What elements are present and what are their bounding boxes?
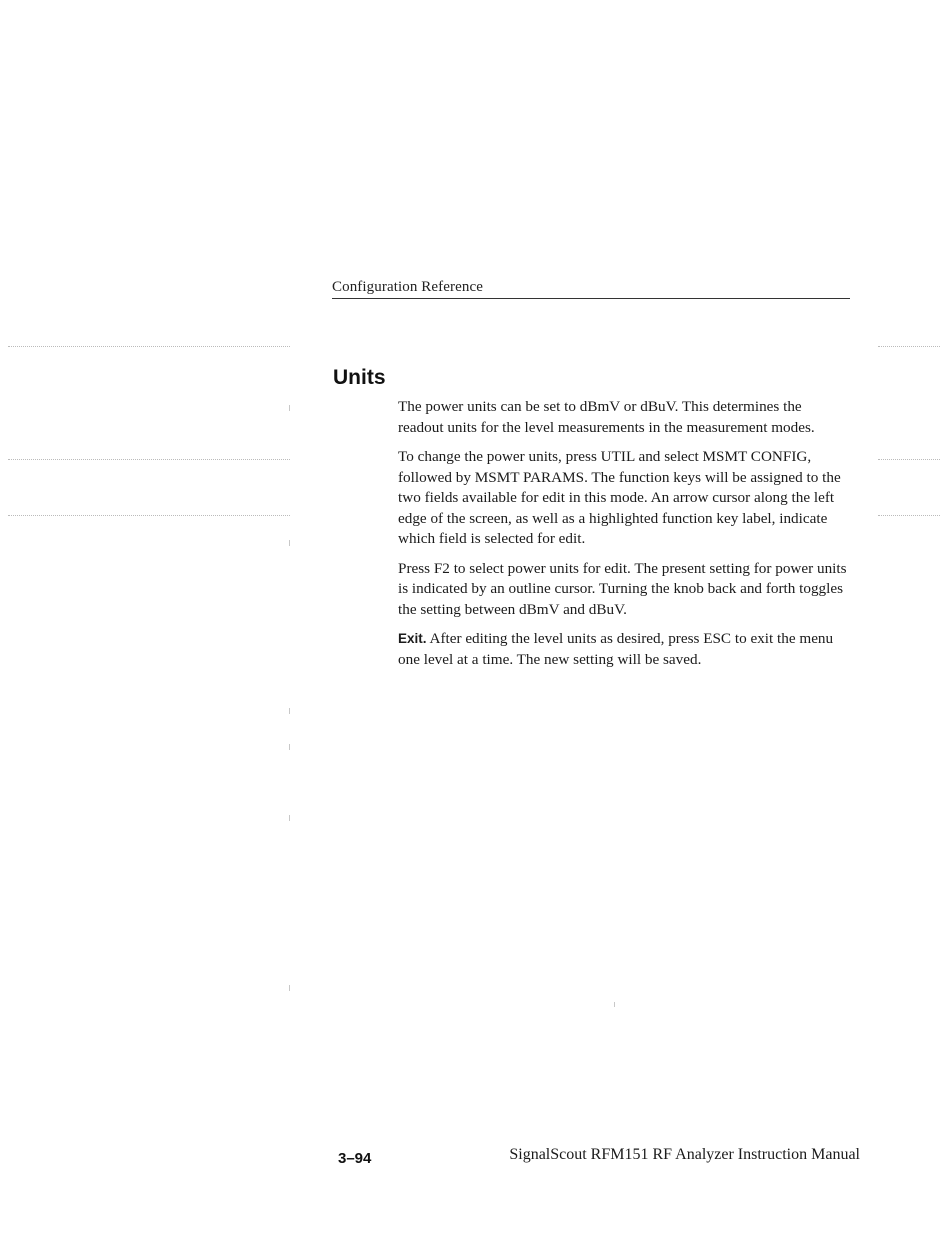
margin-tick (614, 1002, 615, 1007)
header-rule (332, 298, 850, 299)
exit-run-in-heading: Exit. (398, 631, 427, 646)
margin-dotted-rule (8, 459, 290, 460)
margin-dotted-rule (878, 346, 940, 347)
section-title: Units (333, 366, 386, 389)
paragraph-exit (398, 629, 850, 670)
margin-tick (289, 985, 290, 991)
section-body (398, 397, 850, 679)
margin-dotted-rule (8, 515, 290, 516)
page-number: 3–94 (338, 1150, 372, 1167)
margin-tick (289, 405, 290, 411)
margin-tick (289, 708, 290, 714)
paragraph-units-intro: The power units can be set to dBmV or dBuV. This determines the readout units for the level measurements in the measurement modes. (398, 398, 815, 436)
exit-text: After editing the level units as desired, press ESC to exit the menu one level at a time. The new setting will be saved. (398, 630, 834, 668)
margin-dotted-rule (878, 515, 940, 516)
margin-dotted-rule (878, 459, 940, 460)
manual-title: SignalScout RFM151 RF Analyzer Instruction Manual (509, 1146, 860, 1163)
margin-tick (289, 815, 290, 821)
paragraph-select-f2: Press F2 to select power units for edit. The present setting for power units is indicated by an outline cursor. Turning the knob back and forth toggles the setting between dBmV and dBuV. (398, 559, 847, 618)
paragraph-change-units: To change the power units, press UTIL and select MSMT CONFIG, followed by MSMT PARAMS. The function keys will be assigned to the two fields available for edit in this mode. An arrow cursor along the left edge of the screen, as well as a highlighted function key label, indicate which field is selected for edit. (398, 448, 841, 547)
running-head: Configuration Reference (332, 279, 483, 295)
margin-tick (289, 540, 290, 546)
margin-tick (289, 744, 290, 750)
margin-dotted-rule (8, 346, 290, 347)
